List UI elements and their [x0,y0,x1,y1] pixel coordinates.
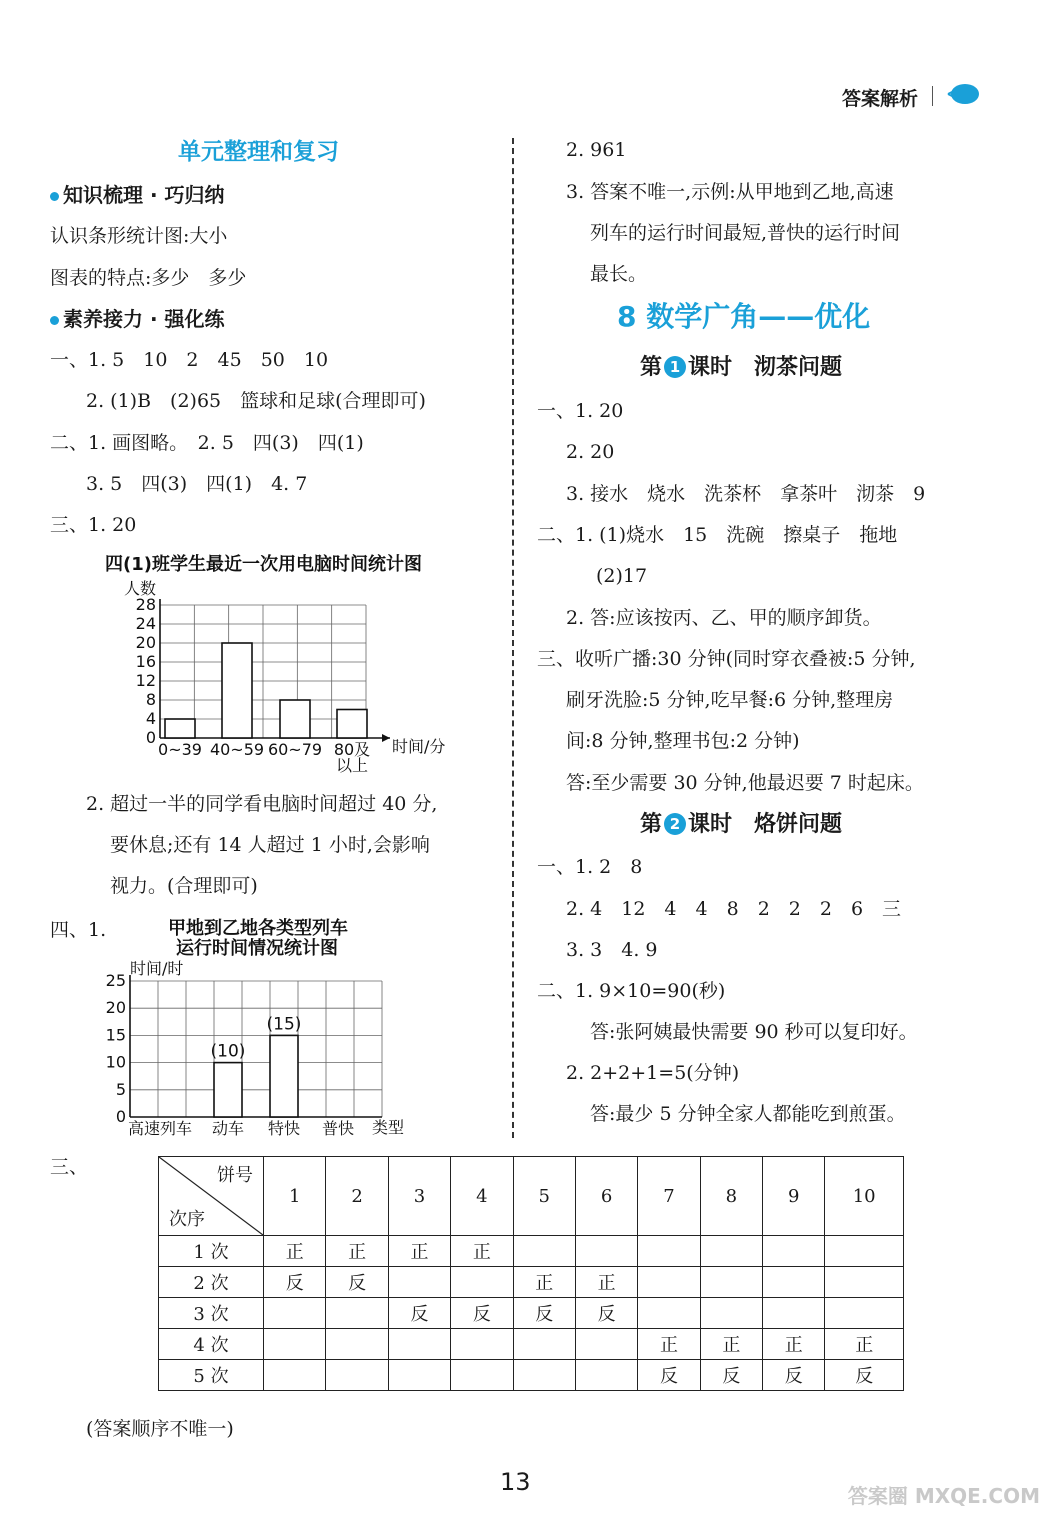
answer-line: 答:最少 5 分钟全家人都能吃到煎蛋。 [590,1103,906,1125]
table-cell [700,1298,762,1329]
table-cell: 正 [638,1329,700,1360]
y-tick-label: 4 [145,709,156,728]
answer-line: 三、收听广播:30 分钟(同时穿衣叠被:5 分钟, [537,648,916,670]
table-cell [700,1236,762,1267]
answer-line: 2. 961 [566,139,627,161]
y-tick-label: 5 [115,1079,126,1099]
table-note: (答案顺序不唯一) [86,1418,234,1440]
column-header: 5 [513,1157,575,1236]
row-label: 2 次 [159,1267,264,1298]
chart-ylabel: 人数 [124,579,157,598]
y-tick-label: 10 [105,1052,126,1072]
table-cell: 正 [326,1236,388,1267]
answer-line: 二、1. (1)烧水 15 洗碗 擦桌子 拖地 [537,524,898,546]
x-category-label: 0~39 [158,740,202,759]
answer-line: 3. 5 四(3) 四(1) 4. 7 [86,473,308,495]
table-cell: 反 [825,1360,904,1391]
bar [280,700,310,738]
corner-bottom-label: 次序 [169,1209,205,1230]
column-divider [512,138,514,1138]
table-cell: 正 [763,1329,825,1360]
answer-line: 2. 超过一半的同学看电脑时间超过 40 分, [86,793,438,815]
pancake-table [158,1156,904,1391]
answer-line: 认识条形统计图:大小 [50,225,228,247]
answer-line: 刷牙洗脸:5 分钟,吃早餐:6 分钟,整理房 [566,689,894,711]
answer-line: 答:至少需要 30 分钟,他最迟要 7 时起床。 [566,772,924,794]
bullet-icon [50,316,59,325]
answer-line: 一、1. 5 10 2 45 50 10 [50,349,329,371]
chart-train-time [100,912,500,1142]
table-cell [575,1329,637,1360]
bar-value-label: (10) [210,1041,246,1062]
x-category-label: 高速列车 [127,1119,193,1138]
column-header: 8 [700,1157,762,1236]
chart-xlabel: 时间/分 [392,737,446,756]
column-header: 9 [763,1157,825,1236]
table-cell [264,1360,326,1391]
table-cell: 正 [700,1329,762,1360]
header-logo-icon [944,82,980,110]
answer-line: 2. (1)B (2)65 篮球和足球(合理即可) [86,390,426,412]
table-cell: 正 [388,1236,450,1267]
lesson-number-badge: 2 [664,813,686,835]
header-tag: 答案解析 [842,88,919,110]
lesson-2-title: 第 2 课时 烙饼问题 [640,812,843,837]
table-cell [513,1360,575,1391]
y-tick-label: 20 [135,633,156,652]
column-header: 4 [451,1157,513,1236]
table-cell [326,1298,388,1329]
row-label: 4 次 [159,1329,264,1360]
column-header: 6 [575,1157,637,1236]
table-cell: 反 [763,1360,825,1391]
table-cell [264,1329,326,1360]
section-title-review: 单元整理和复习 [178,139,339,165]
bullet-icon [50,192,59,201]
answer-line: 2. 20 [566,441,615,463]
row-label: 3 次 [159,1298,264,1329]
table-cell [825,1267,904,1298]
answer-line: 四、1. [50,919,107,941]
answer-line: 最长。 [590,263,648,285]
column-header: 1 [264,1157,326,1236]
bar [337,710,367,739]
y-tick-label: 0 [115,1107,126,1126]
y-tick-label: 0 [145,728,156,747]
answer-line: 一、1. 2 8 [537,856,643,878]
x-category-label: 60~79 [267,740,323,759]
answer-line: 图表的特点:多少 多少 [50,267,247,289]
table-cell: 反 [326,1267,388,1298]
bar-value-label: (15) [266,1014,302,1035]
x-category-label: 40~59 [209,740,265,759]
table-cell [451,1329,513,1360]
table-cell: 正 [825,1329,904,1360]
table-cell [575,1360,637,1391]
table-cell: 正 [513,1267,575,1298]
answer-line: 列车的运行时间最短,普快的运行时间 [590,222,901,244]
answer-line: 视力。(合理即可) [110,875,258,897]
answer-line: 3. 接水 烧水 洗茶杯 拿茶叶 沏茶 9 [566,483,926,505]
table-cell [388,1360,450,1391]
y-tick-label: 16 [135,652,156,671]
column-header: 2 [326,1157,388,1236]
x-category-label: 80及 [333,740,371,759]
table-row [159,1236,904,1267]
table-row [159,1329,904,1360]
answer-line: 2. 4 12 4 4 8 2 2 2 6 三 [566,898,902,920]
corner-top-label: 饼号 [217,1165,253,1186]
answer-line: 3. 答案不唯一,示例:从甲地到乙地,高速 [566,181,894,203]
bar [165,719,195,738]
answer-line: (2)17 [596,565,648,587]
table-cell [825,1298,904,1329]
table-cell: 反 [575,1298,637,1329]
table-cell [451,1360,513,1391]
y-tick-label: 28 [135,595,156,614]
x-category-label: 动车 [211,1119,245,1138]
column-header: 7 [638,1157,700,1236]
answer-line: 一、1. 20 [537,400,624,422]
y-tick-label: 12 [135,671,156,690]
subheading-practice: 素养接力 · 强化练 [50,307,225,331]
column-header: 10 [825,1157,904,1236]
row-label: 1 次 [159,1236,264,1267]
y-tick-label: 24 [135,614,156,633]
bar [214,1063,242,1117]
chart-xlabel: 类型 [372,1118,405,1137]
answer-line: 二、1. 9×10=90(秒) [537,980,726,1002]
chart-ylabel: 时间/时 [130,959,184,978]
section-title-optimize: 8 数学广角——优化 [617,300,871,333]
x-category-label: 以上 [335,756,369,775]
answer-line: 3. 3 4. 9 [566,939,658,961]
x-category-label: 特快 [267,1119,301,1138]
answer-line: 2. 答:应该按丙、乙、甲的顺序卸货。 [566,607,882,629]
table-cell [388,1267,450,1298]
table-cell [825,1236,904,1267]
table-cell [638,1236,700,1267]
table-row [159,1267,904,1298]
y-tick-label: 8 [145,690,156,709]
table-cell: 正 [575,1267,637,1298]
header-divider [932,86,933,106]
answer-line: 答:张阿姨最快需要 90 秒可以复印好。 [590,1021,918,1043]
table-cell: 反 [451,1298,513,1329]
answer-line: 要休息;还有 14 人超过 1 小时,会影响 [110,834,430,856]
answer-line: 2. 2+2+1=5(分钟) [566,1062,740,1084]
table-cell: 正 [451,1236,513,1267]
table-cell: 反 [513,1298,575,1329]
subheading-knowledge: 知识梳理 · 巧归纳 [50,183,225,207]
chart-title-line2: 运行时间情况统计图 [176,938,338,959]
table-cell [638,1267,700,1298]
row-label: 5 次 [159,1360,264,1391]
table-cell: 反 [388,1298,450,1329]
chart-title-line1: 甲地到乙地各类型列车 [168,918,348,939]
answer-line: 三、1. 20 [50,514,137,536]
table-section-label: 三、 [50,1156,89,1178]
table-cell [763,1236,825,1267]
table-cell: 反 [638,1360,700,1391]
table-cell [388,1329,450,1360]
table-cell [763,1298,825,1329]
answer-line: 二、1. 画图略。 2. 5 四(3) 四(1) [50,432,364,454]
table-cell [451,1267,513,1298]
table-cell [326,1329,388,1360]
watermark: 答案圈 MXQE.COM [847,1484,1040,1508]
x-category-label: 普快 [321,1119,355,1138]
page-number: 13 [500,1468,531,1496]
table-corner-cell [159,1157,264,1236]
table-cell: 正 [264,1236,326,1267]
bar [270,1035,298,1117]
table-cell [763,1267,825,1298]
y-tick-label: 20 [105,998,126,1018]
table-cell [264,1298,326,1329]
answer-line: 间:8 分钟,整理书包:2 分钟) [566,730,800,752]
table-header-row [159,1157,904,1236]
x-axis-arrow-icon [382,734,390,742]
table-row [159,1298,904,1329]
table-cell [513,1236,575,1267]
table-cell [638,1298,700,1329]
table-cell: 反 [264,1267,326,1298]
table-cell [575,1236,637,1267]
table-cell [700,1267,762,1298]
lesson-1-title: 第 1 课时 沏茶问题 [640,355,843,380]
column-header: 3 [388,1157,450,1236]
table-cell [326,1360,388,1391]
table-cell: 反 [700,1360,762,1391]
chart-title: 四(1)班学生最近一次用电脑时间统计图 [105,554,422,575]
bar [222,643,252,738]
chart-computer-time [100,548,500,778]
table-row [159,1360,904,1391]
lesson-number-badge: 1 [664,356,686,378]
y-tick-label: 25 [105,971,126,990]
table-cell [513,1329,575,1360]
y-tick-label: 15 [105,1025,126,1045]
